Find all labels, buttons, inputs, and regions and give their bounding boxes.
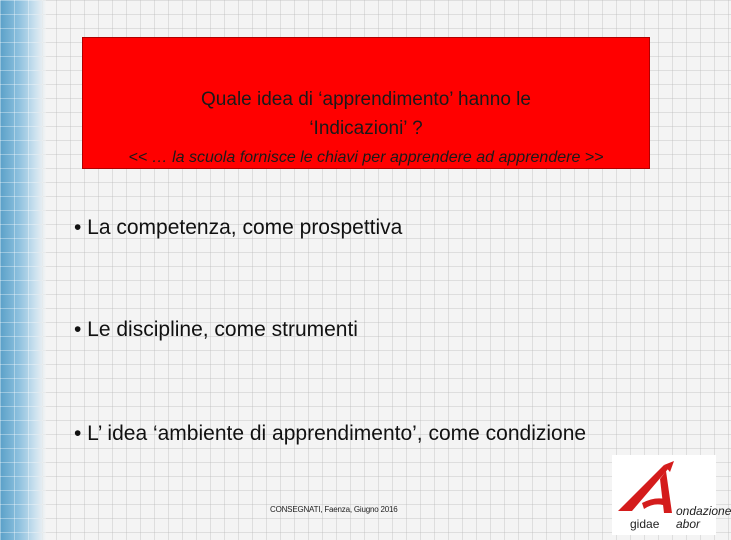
bullet-competenza: • La competenza, come prospettiva xyxy=(74,216,403,239)
red-a-arrow-logo-icon xyxy=(612,455,716,535)
logo-text-gidae: gidae xyxy=(630,517,660,531)
fondazione-labor-logo xyxy=(612,455,731,535)
left-decorative-bar xyxy=(0,0,46,540)
slide-footer: CONSEGNATI, Faenza, Giugno 2016 xyxy=(270,505,398,514)
bullet-ambiente: • L’ idea ‘ambiente di apprendimento’, come condizione xyxy=(74,422,587,445)
logo-text-labor: abor xyxy=(676,517,701,531)
slide-subtitle: << … la scuola fornisce le chiavi per apprendere ad apprendere >> xyxy=(128,149,604,166)
slide-title-line-1: Quale idea di ‘apprendimento’ hanno le xyxy=(201,89,531,110)
logo-text-fondazione: ondazione xyxy=(676,504,731,518)
bullet-discipline: • Le discipline, come strumenti xyxy=(74,318,358,341)
title-box xyxy=(82,37,650,169)
slide-title-line-2: ‘Indicazioni’ ? xyxy=(309,118,423,139)
